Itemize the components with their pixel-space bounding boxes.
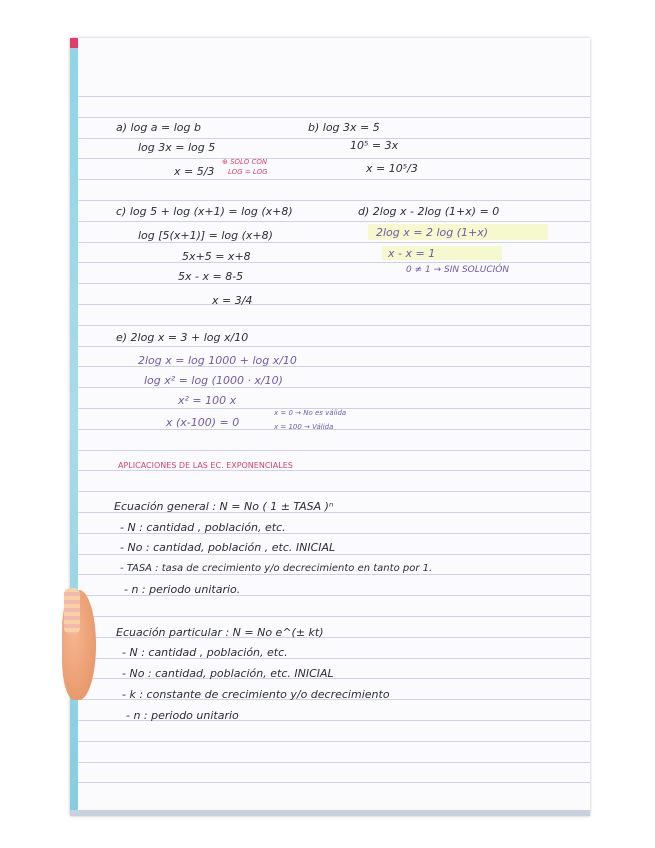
general-item-1: - N : cantidad , población, etc. <box>120 521 286 534</box>
general-item-3: - TASA : tasa de crecimiento y/o decrecimiento en tanto por 1. <box>120 563 433 574</box>
ruled-line <box>78 262 590 263</box>
ruled-line <box>78 554 590 555</box>
spine-top-marker <box>70 38 78 48</box>
ruled-line <box>78 346 590 347</box>
ruled-line <box>78 200 590 201</box>
ex-e-line-3: x² = 100 x <box>178 394 237 407</box>
ex-d-line-3: 0 ≠ 1 → SIN SOLUCIÓN <box>406 265 510 275</box>
ruled-line <box>78 491 590 492</box>
particular-item-4: - n : periodo unitario <box>126 709 239 722</box>
ex-e-title: e) 2log x = 3 + log x/10 <box>116 331 249 344</box>
ex-e-line-4: x (x-100) = 0 <box>166 416 240 429</box>
ruled-line <box>78 762 590 763</box>
ex-a-title: a) log a = log b <box>116 121 201 134</box>
ruled-line <box>78 616 590 617</box>
ruled-line <box>78 429 590 430</box>
section-title: APLICACIONES DE LAS EC. EXPONENCIALES <box>118 461 293 470</box>
notebook-page <box>70 38 590 816</box>
ex-e-case-2: x = 100 → Válida <box>274 423 334 431</box>
ex-d-line-1: 2log x = 2 log (1+x) <box>376 226 489 239</box>
general-item-2: - No : cantidad, población , etc. INICIAL <box>120 541 336 554</box>
general-heading: Ecuación general : N = No ( 1 ± TASA )ⁿ <box>114 500 334 513</box>
ex-e-line-2: log x² = log (1000 · x/10) <box>144 374 283 387</box>
particular-item-1: - N : cantidad , población, etc. <box>122 646 288 659</box>
ex-c-line-4: x = 3/4 <box>212 294 253 307</box>
ex-a-line-2: x = 5/3 <box>174 165 215 178</box>
ex-b-title: b) log 3x = 5 <box>308 121 380 134</box>
ring-on-finger <box>64 588 80 634</box>
particular-item-2: - No : cantidad, población, etc. INICIAL <box>122 667 334 680</box>
ex-b-line-1: 10⁵ = 3x <box>350 139 399 152</box>
ex-d-title: d) 2log x - 2log (1+x) = 0 <box>358 205 500 218</box>
ex-c-line-3: 5x - x = 8-5 <box>178 270 244 283</box>
ruled-line <box>78 450 590 451</box>
ex-a-note-2: LOG = LOG <box>228 168 268 176</box>
ruled-line <box>78 283 590 284</box>
ex-c-line-2: 5x+5 = x+8 <box>182 250 251 263</box>
ruled-line <box>78 242 590 243</box>
ex-e-case-1: x = 0 → No es válida <box>274 409 347 417</box>
ex-c-title: c) log 5 + log (x+1) = log (x+8) <box>116 205 293 218</box>
ex-a-line-1: log 3x = log 5 <box>138 141 216 154</box>
ruled-line <box>78 179 590 180</box>
ruled-line <box>78 387 590 388</box>
ruled-line <box>78 138 590 139</box>
ruled-line <box>78 158 590 159</box>
ruled-line <box>78 221 590 222</box>
ex-d-line-2: x - x = 1 <box>388 247 436 260</box>
ruled-line <box>78 741 590 742</box>
general-item-4: - n : periodo unitario. <box>124 583 241 596</box>
ex-e-line-1: 2log x = log 1000 + log x/10 <box>138 354 297 367</box>
particular-heading: Ecuación particular : N = No e^(± kt) <box>116 626 324 639</box>
ruled-line <box>78 96 590 97</box>
ex-c-line-1: log [5(x+1)] = log (x+8) <box>138 229 273 242</box>
ruled-line <box>78 325 590 326</box>
ex-b-line-2: x = 10⁵/3 <box>366 162 418 175</box>
ruled-line <box>78 782 590 783</box>
ruled-line <box>78 304 590 305</box>
particular-item-3: - k : constante de crecimiento y/o decrecimiento <box>122 688 390 701</box>
ex-a-note-1: ⊕ SOLO CON <box>222 158 268 166</box>
ruled-line <box>78 117 590 118</box>
